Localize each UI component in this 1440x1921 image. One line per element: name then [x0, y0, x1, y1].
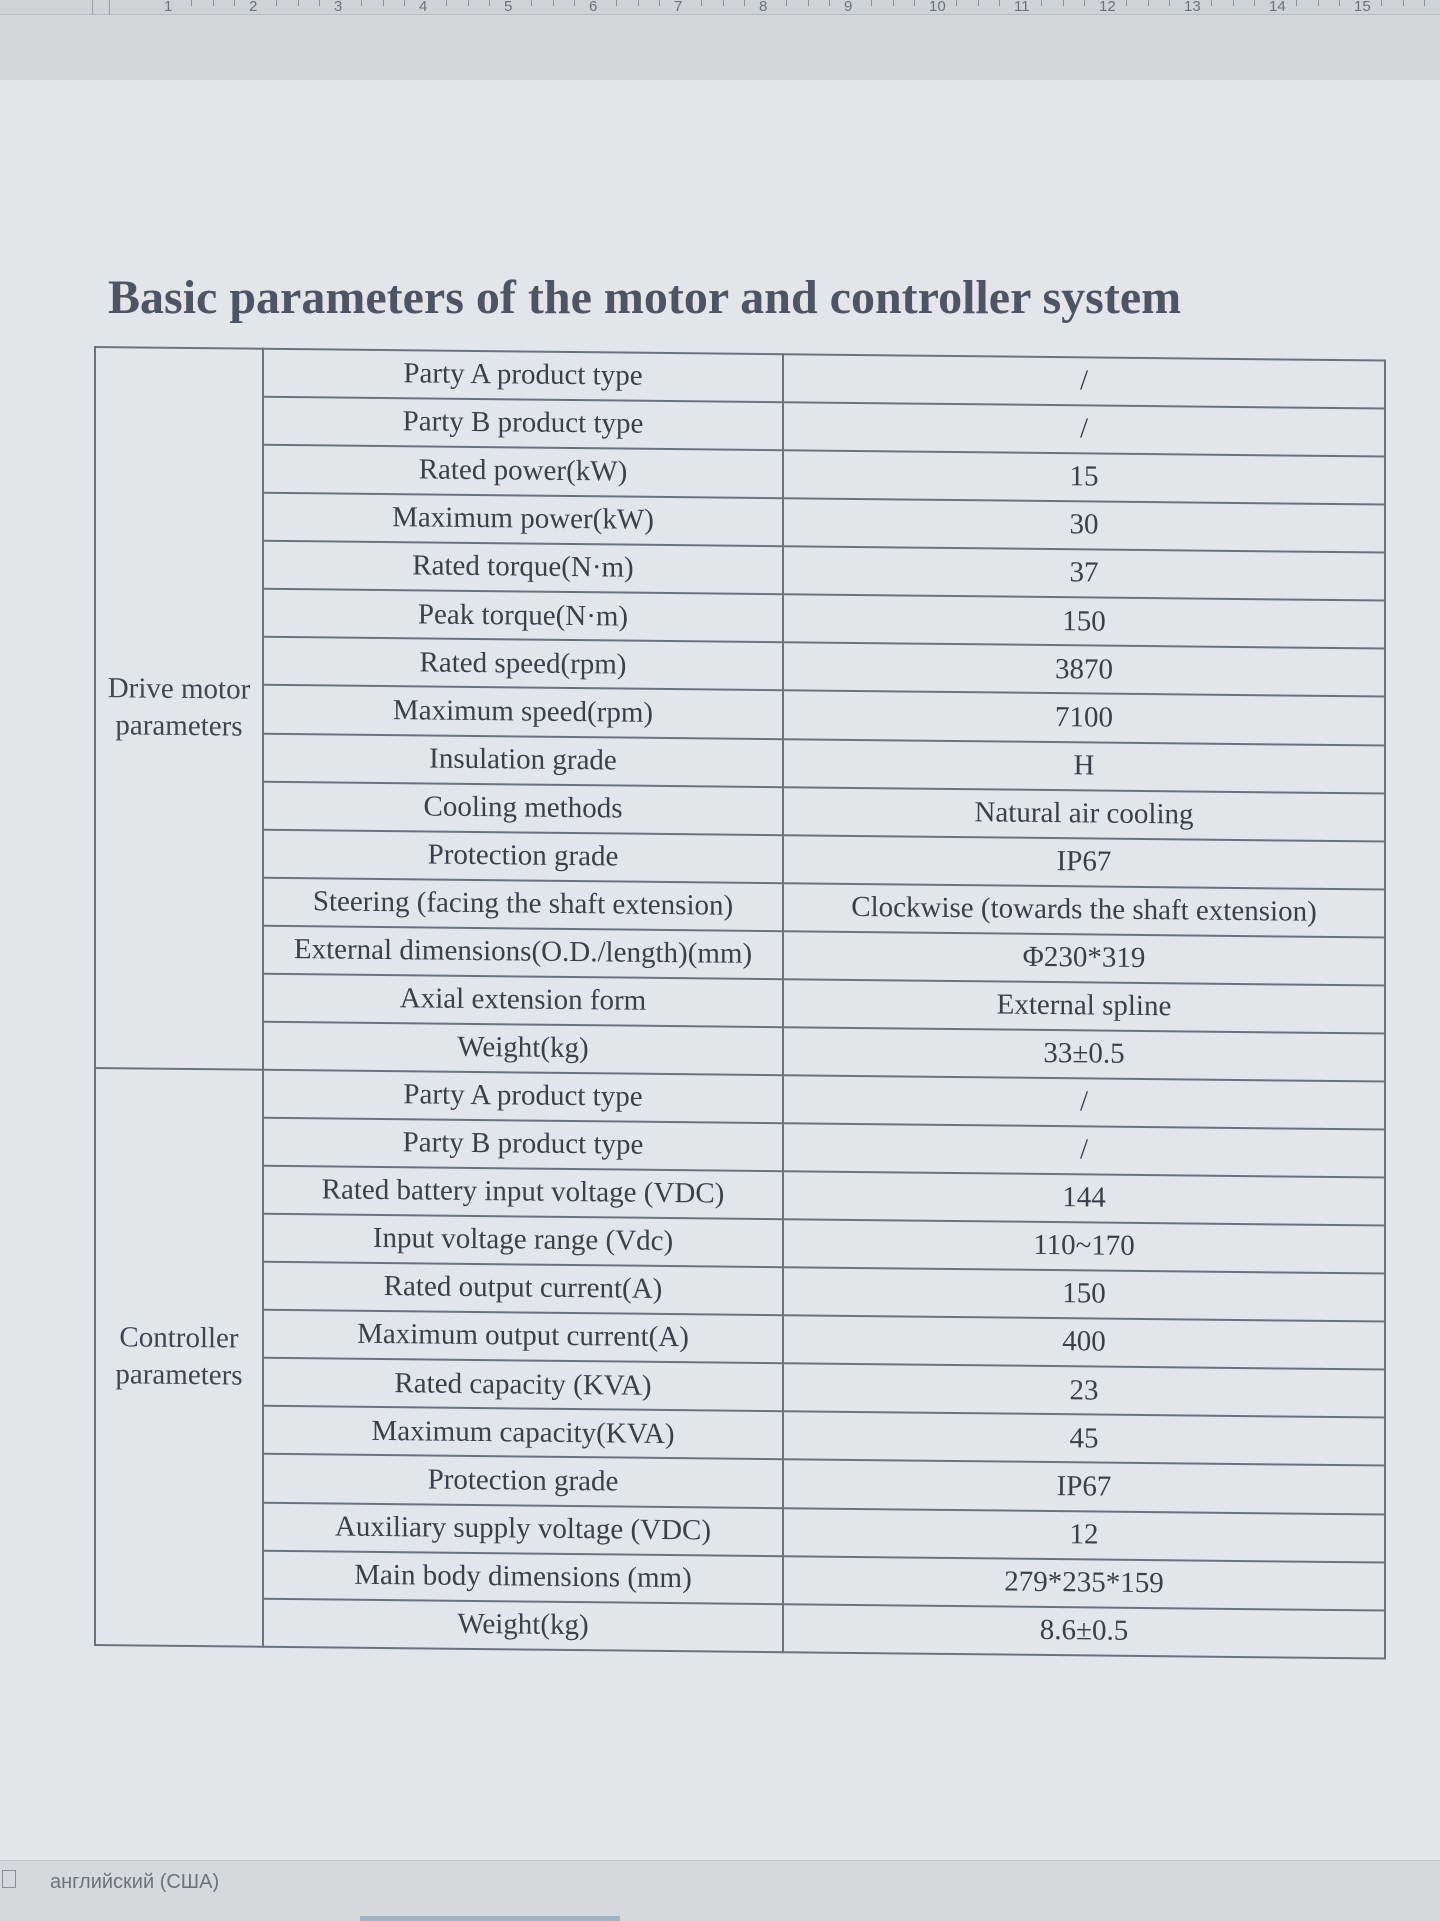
parameter-name-cell: Party A product type [263, 349, 783, 403]
ruler-number: 3 [334, 0, 343, 15]
parameter-value-cell: IP67 [783, 1460, 1385, 1514]
ruler-tick [1126, 0, 1127, 6]
ruler-tick [701, 0, 702, 6]
parameter-value-cell: 144 [783, 1171, 1385, 1225]
ruler-tick [404, 0, 405, 6]
parameter-value-cell: External spline [783, 979, 1385, 1033]
parameter-name-cell: Peak torque(N·m) [263, 589, 783, 643]
ribbon-gap [0, 15, 1440, 81]
parameter-value-cell: 150 [783, 595, 1385, 649]
parameters-table [94, 346, 1386, 1660]
parameter-name-cell: Steering (facing the shaft extension) [263, 877, 783, 931]
parameter-name-cell: Weight(kg) [263, 1022, 783, 1076]
status-scroll-indicator[interactable] [360, 1916, 620, 1921]
ruler-number: 11 [1014, 0, 1030, 15]
parameter-name-cell: Maximum speed(rpm) [263, 685, 783, 739]
parameter-name-cell: Main body dimensions (mm) [263, 1550, 783, 1604]
ruler-tick [468, 0, 469, 6]
parameter-value-cell: 33±0.5 [783, 1027, 1385, 1081]
parameter-value-cell: 45 [783, 1412, 1385, 1466]
parameter-value-cell: 400 [783, 1315, 1385, 1369]
parameter-name-cell: Auxiliary supply voltage (VDC) [263, 1502, 783, 1556]
ruler-tick [999, 0, 1000, 6]
ruler-number: 2 [249, 0, 258, 15]
ruler-tick [234, 0, 235, 6]
parameter-name-cell: Rated battery input voltage (VDC) [263, 1166, 783, 1220]
parameter-name-cell: Protection grade [263, 1454, 783, 1508]
parameter-name-cell: Party B product type [263, 1118, 783, 1172]
ruler-tick [914, 0, 915, 6]
ruler-tick [744, 0, 745, 6]
ruler-tick [1381, 0, 1382, 6]
parameter-name-cell: Party A product type [263, 1070, 783, 1124]
parameter-name-cell: Maximum power(kW) [263, 493, 783, 547]
parameter-value-cell: H [783, 739, 1385, 793]
parameter-name-cell: Rated capacity (KVA) [263, 1358, 783, 1412]
ruler-tick [1424, 0, 1425, 6]
parameter-name-cell: Rated torque(N·m) [263, 541, 783, 595]
ruler-number: 9 [844, 0, 853, 15]
ruler-number: 1 [164, 0, 173, 15]
parameter-value-cell: Clockwise (towards the shaft extension) [783, 883, 1385, 937]
ruler-tick [1318, 0, 1319, 6]
parameter-value-cell: 12 [783, 1508, 1385, 1562]
ruler-tick [786, 0, 787, 6]
ruler-tick [1063, 0, 1064, 6]
ruler-number: 7 [674, 0, 683, 15]
parameter-name-cell: Input voltage range (Vdc) [263, 1214, 783, 1268]
parameter-name-cell: Cooling methods [263, 781, 783, 835]
status-bar [0, 1860, 1440, 1921]
parameter-value-cell: 3870 [783, 643, 1385, 697]
ruler-number: 10 [929, 0, 946, 15]
parameter-value-cell: Φ230*319 [783, 931, 1385, 985]
ruler-tick [893, 0, 894, 6]
ruler-tick [1211, 0, 1212, 6]
ruler-number: 14 [1269, 0, 1286, 15]
ruler-tick [808, 0, 809, 6]
ruler-tick [1169, 0, 1170, 6]
ruler-number: 12 [1099, 0, 1116, 15]
parameter-value-cell: 279*235*159 [783, 1556, 1385, 1610]
parameter-value-cell: 37 [783, 546, 1385, 600]
ruler-number: 6 [589, 0, 598, 15]
ruler-tick [1339, 0, 1340, 6]
ruler-tick [978, 0, 979, 6]
ruler-tick [361, 0, 362, 6]
parameter-name-cell: Maximum capacity(KVA) [263, 1406, 783, 1460]
parameter-value-cell: 8.6±0.5 [783, 1604, 1385, 1659]
ruler-tick [1148, 0, 1149, 6]
parameter-name-cell: Rated speed(rpm) [263, 637, 783, 691]
ruler-number: 8 [759, 0, 768, 15]
ruler-tick [1296, 0, 1297, 6]
parameter-value-cell: 30 [783, 498, 1385, 552]
ruler-tick [1254, 0, 1255, 6]
ruler-tick [1233, 0, 1234, 6]
parameter-value-cell: / [783, 1123, 1385, 1177]
parameter-value-cell: 110~170 [783, 1219, 1385, 1273]
ruler-tick [574, 0, 575, 6]
parameter-name-cell: Maximum output current(A) [263, 1310, 783, 1364]
drive-motor-group-label: Drive motor parameters [95, 347, 263, 1070]
parameter-name-cell: Party B product type [263, 397, 783, 451]
parameter-name-cell: Axial extension form [263, 974, 783, 1028]
parameter-value-cell: / [783, 402, 1385, 456]
ruler-tick [829, 0, 830, 6]
ruler-tick [1041, 0, 1042, 6]
ruler-tick [319, 0, 320, 6]
ruler-tick [553, 0, 554, 6]
parameter-name-cell: Insulation grade [263, 733, 783, 787]
ruler-number: 15 [1354, 0, 1371, 15]
ruler-tick [213, 0, 214, 6]
parameter-value-cell: 15 [783, 450, 1385, 504]
ruler-tick [298, 0, 299, 6]
ruler-tick [489, 0, 490, 6]
ruler-tick [191, 0, 192, 6]
ruler-tick [1084, 0, 1085, 6]
parameter-value-cell: / [783, 354, 1385, 408]
parameter-name-cell: Protection grade [263, 829, 783, 883]
ruler-number: 5 [504, 0, 513, 15]
parameter-value-cell: 7100 [783, 691, 1385, 745]
ruler-tick [531, 0, 532, 6]
proofing-icon[interactable] [2, 1870, 16, 1888]
parameter-value-cell: 23 [783, 1364, 1385, 1418]
parameter-name-cell: Rated power(kW) [263, 445, 783, 499]
parameter-value-cell: Natural air cooling [783, 787, 1385, 841]
ruler-tick [956, 0, 957, 6]
parameter-name-cell: Weight(kg) [263, 1598, 783, 1652]
parameter-value-cell: / [783, 1075, 1385, 1129]
controller-group-label: Controller parameters [95, 1068, 263, 1647]
language-indicator[interactable]: английский (США) [50, 1871, 220, 1893]
ruler-tick [616, 0, 617, 6]
document-title: Basic parameters of the motor and controller system [108, 271, 1182, 324]
parameter-value-cell: 150 [783, 1267, 1385, 1321]
parameter-name-cell: Rated output current(A) [263, 1262, 783, 1316]
ruler-tick [446, 0, 447, 6]
ruler-tick [659, 0, 660, 6]
ruler-number: 4 [419, 0, 428, 15]
ruler-number: 13 [1184, 0, 1201, 15]
ruler-tick [276, 0, 277, 6]
ruler-tick [871, 0, 872, 6]
parameter-name-cell: External dimensions(O.D./length)(mm) [263, 926, 783, 980]
ruler-tick [638, 0, 639, 6]
ruler-tick [723, 0, 724, 6]
parameter-value-cell: IP67 [783, 835, 1385, 889]
horizontal-ruler [0, 0, 1440, 15]
ruler-tick [1403, 0, 1404, 6]
ruler-tick [383, 0, 384, 6]
